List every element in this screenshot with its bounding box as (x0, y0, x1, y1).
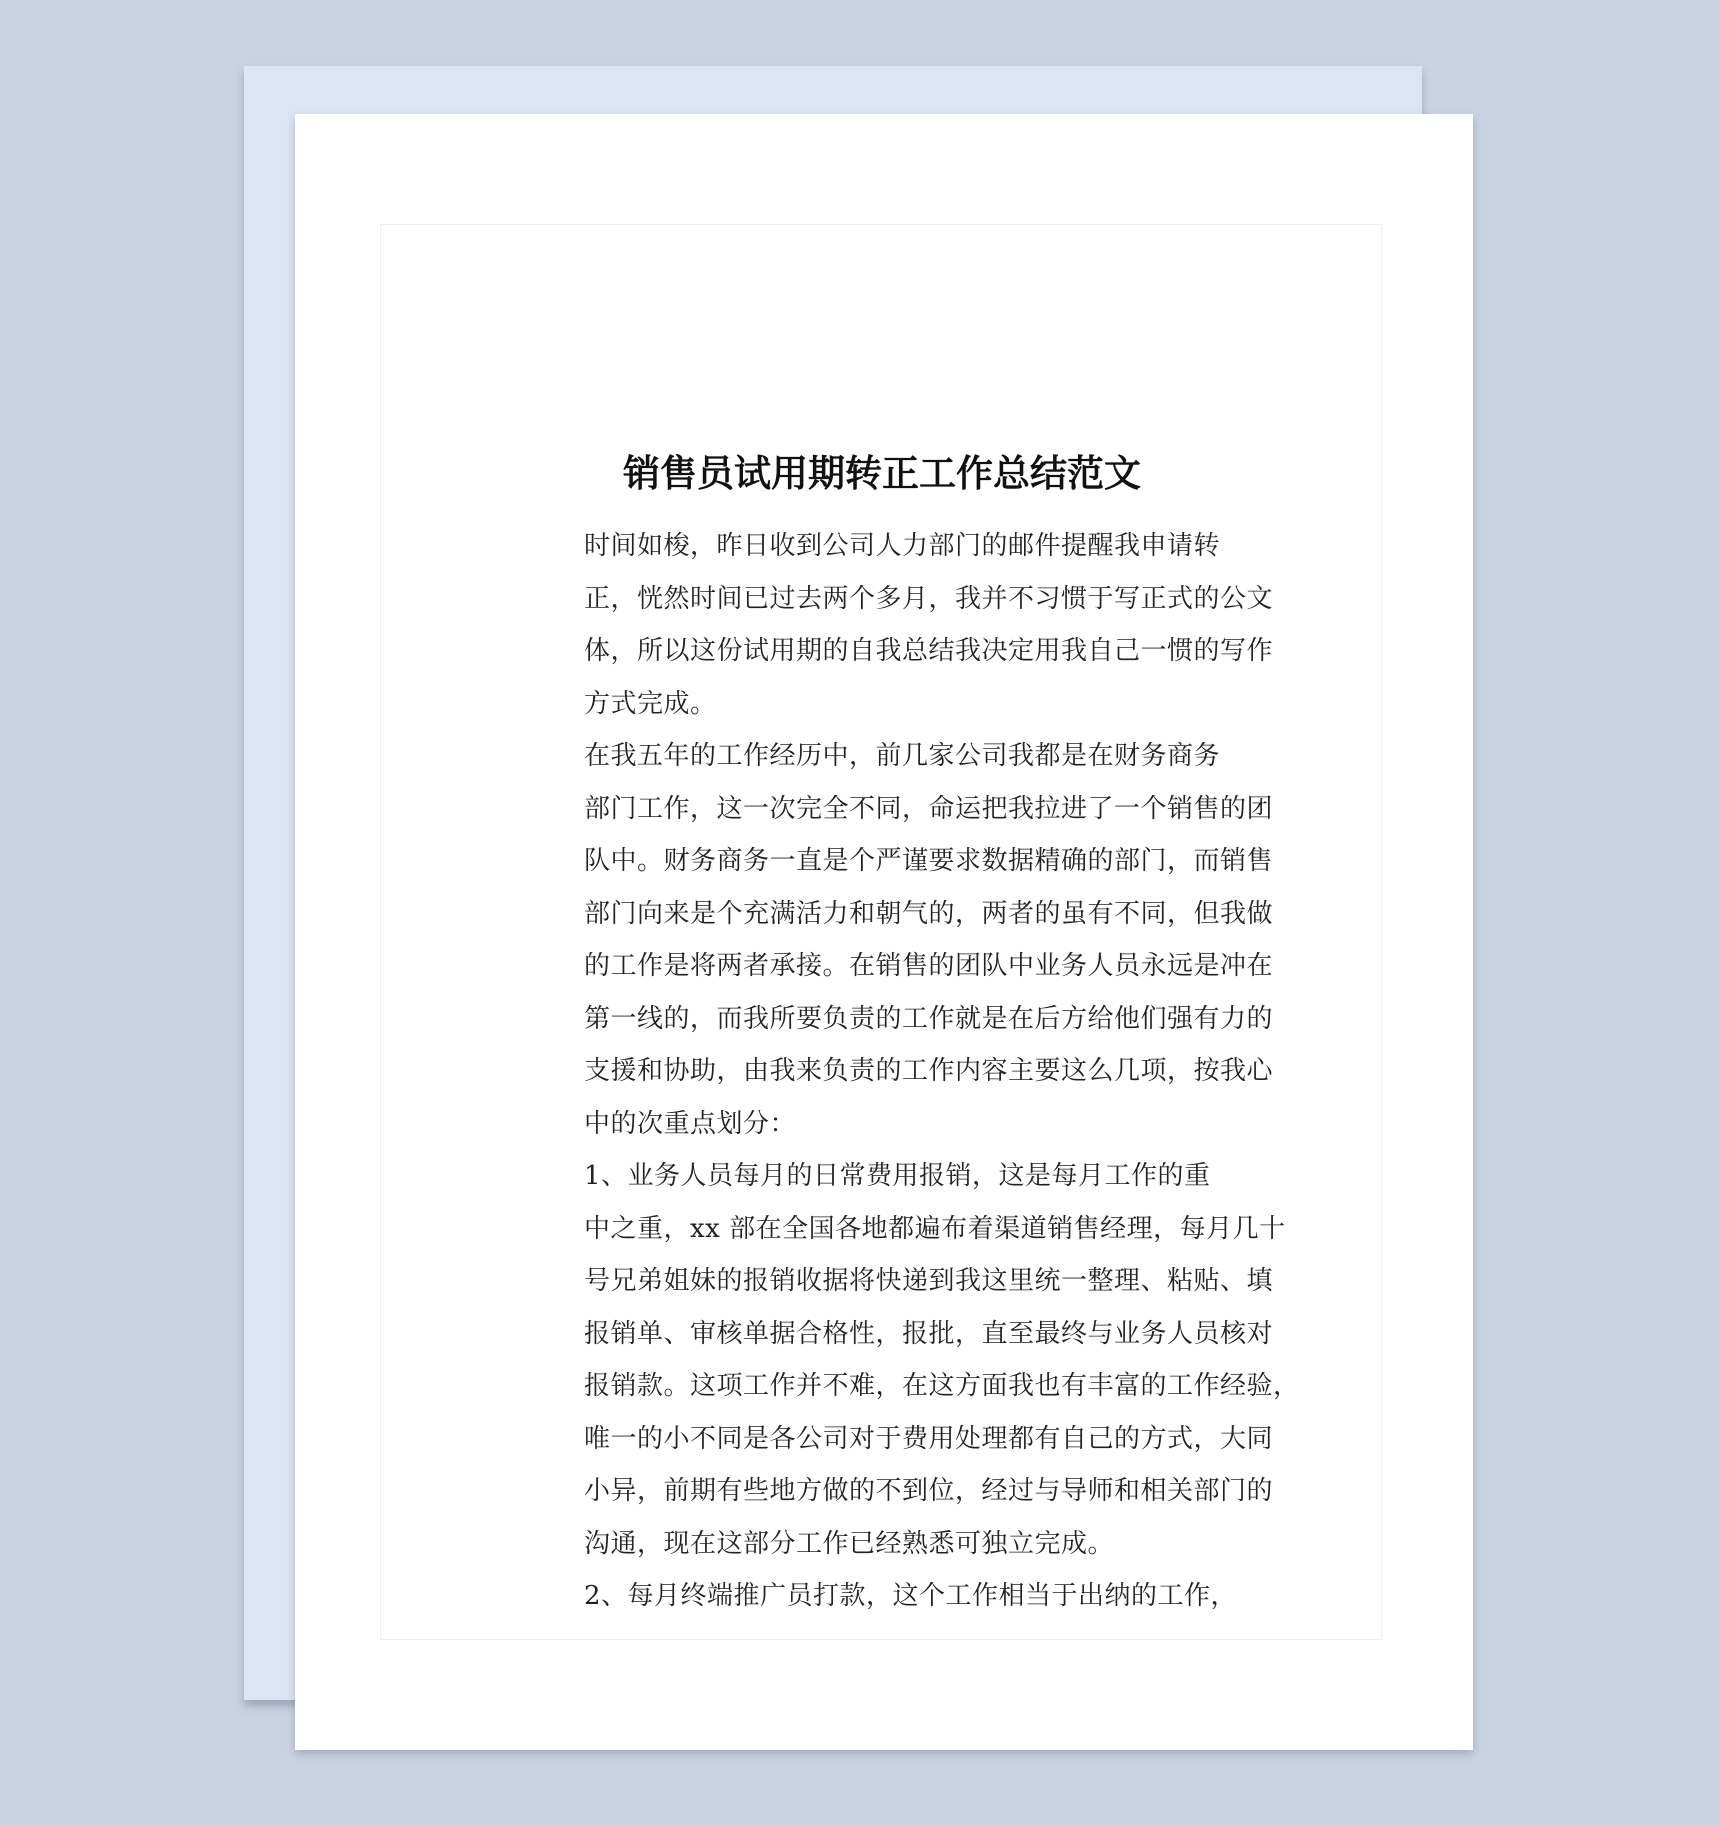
text-line: 小异，前期有些地方做的不到位，经过与导师和相关部门的 (584, 1476, 1274, 1506)
text-line: 在我五年的工作经历中，前几家公司我都是在财务商务 (584, 741, 1221, 771)
text-line: 报销单、审核单据合格性，报批，直至最终与业务人员核对 (584, 1318, 1274, 1349)
text-line: 2、每月终端推广员打款，这个工作相当于出纳的工作， (584, 1581, 1238, 1611)
paragraph-1 (532, 520, 1274, 730)
text-line: 方式完成。 (584, 688, 717, 719)
paragraph-3 (532, 1150, 1300, 1570)
text-line: 号兄弟姐妹的报销收据将快递到我这里统一整理、粘贴、填 (584, 1266, 1274, 1296)
text-line: 中之重，xx 部在全国各地都遍布着渠道销售经理，每月几十 (584, 1213, 1286, 1244)
text-line: 支援和协助，由我来负责的工作内容主要这么几项，按我心 (584, 1056, 1274, 1086)
text-line: 唯一的小不同是各公司对于费用处理都有自己的方式，大同 (584, 1423, 1274, 1454)
text-line: 部门向来是个充满活力和朝气的，两者的虽有不同，但我做 (584, 898, 1274, 929)
text-line: 第一线的，而我所要负责的工作就是在后方给他们强有力的 (584, 1003, 1274, 1034)
page-content-area (380, 224, 1382, 1640)
text-line: 时间如梭，昨日收到公司人力部门的邮件提醒我申请转 (584, 531, 1221, 561)
text-line: 部门工作，这一次完全不同，命运把我拉进了一个销售的团 (584, 793, 1274, 824)
text-line: 正，恍然时间已过去两个多月，我并不习惯于写正式的公文 (584, 583, 1274, 614)
document-body (532, 520, 1300, 1623)
document-title: 销售员试用期转正工作总结范文 (623, 452, 1141, 495)
document-page (295, 114, 1473, 1750)
text-line: 中的次重点划分： (584, 1108, 797, 1139)
text-line: 队中。财务商务一直是个严谨要求数据精确的部门，而销售 (584, 846, 1274, 876)
text-line: 报销款。这项工作并不难，在这方面我也有丰富的工作经验， (584, 1371, 1300, 1401)
text-line: 沟通，现在这部分工作已经熟悉可独立完成。 (584, 1528, 1115, 1559)
text-line: 体，所以这份试用期的自我总结我决定用我自己一惯的写作 (584, 636, 1274, 666)
paragraph-4 (532, 1570, 1238, 1623)
text-line: 的工作是将两者承接。在销售的团队中业务人员永远是冲在 (584, 951, 1274, 981)
text-line: 1、业务人员每月的日常费用报销，这是每月工作的重 (584, 1161, 1211, 1191)
paragraph-2 (532, 730, 1274, 1150)
